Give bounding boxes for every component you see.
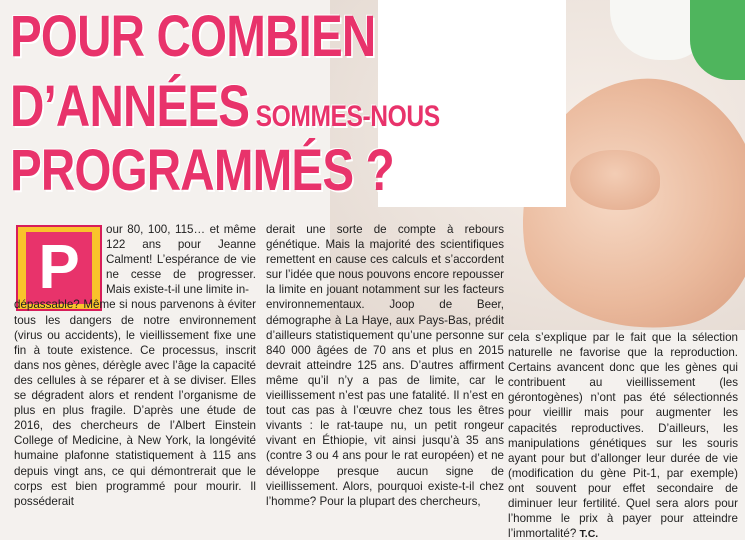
column-1-text: dépassable? Même si nous parvenons à éviter tous les dangers de notre environnement (virus ou accidents), le vieillissement fixe une fin à toute existence. Ce processus, inscrit dans nos gènes, dérègle avec l’âge la capacité des cellules à se réparer et à se diviser. Elles se dégradent alors et rendent l’organisme de plus en plus fragile. D’après une étude de 2016, des chercheurs de l’Albert Einstein College of Medicine, à New York, la longévité humaine plafonne statistiquement à 115 ans depuis vingt ans, ce qui démontrerait que le corps est bien programmé pour mourir. Il posséderait: [14, 298, 256, 508]
headline-line-2-small: SOMMES-NOUS: [249, 100, 440, 133]
column-2-text: derait une sorte de compte à rebours génétique. Mais la majorité des scientifiques remettent en cause ces calculs et s’accordent sur l’idée que nous pouvons encore repousser la limite en jouant notamment sur les facteurs environnementaux. Joop de Beer, démographe à La Haye, aux Pays-Bas, prédit d’ailleurs statistiquement qu’une personne sur 840 000 âgées de 70 ans et plus en 2015 devrait atteindre 125 ans. D’autres affirment même qu’il n’y a pas de limite, car le vieillissement n’est pas une fatalité. Il n’est en tout cas pas à l’œuvre chez tous les êtres vivants : le rat-taupe nu, un petit rongeur vivant en Éthiopie, vit ainsi jusqu’à 35 ans (contre 3 ou 4 ans pour le rat européen) et ne développe presque aucun signe de vieillissement. Alors, pourquoi existe-t-il chez l’homme? Pour la plupart des chercheurs,: [266, 223, 504, 508]
headline-line-2: [10, 74, 440, 139]
column-3-paragraph: [508, 330, 738, 540]
author-signature: T.C.: [579, 528, 599, 540]
headline-line-3: PROGRAMMÉS ?: [10, 138, 394, 203]
column-3-text: cela s’explique par le fait que la sélection naturelle ne favorise que la reproduction. Certains avancent donc que les gènes qui contribuent au vieillissement (les gérontogènes) n’ont pas été sélectionnés pour vieillir mais pour augmenter les capacités reproductives. D’ailleurs, les manipulations génétiques sur les souris ayant pour but d’allonger leur durée de vie (modification du gène Pit-1, par exemple) ont souvent pour effet secondaire de diminuer leur fertilité. Quel sera alors pour l’homme le prix à payer pour atteindre l’immortalité?: [508, 331, 738, 540]
drop-cap-letter: P: [26, 232, 92, 304]
baby-foot-shape: [570, 150, 660, 210]
article-column-3: [508, 330, 738, 540]
column-1-intro: our 80, 100, 115… et même 122 ans pour Jeanne Calment! L’espérance de vie ne cesse de progresser. Mais existe-t-il une limite in-: [106, 223, 256, 297]
headline-line-2-big: D’ANNÉES: [10, 74, 250, 139]
article-column-2: [266, 222, 504, 509]
headline-line-1: POUR COMBIEN: [10, 4, 376, 69]
article-column-1: [14, 222, 256, 509]
